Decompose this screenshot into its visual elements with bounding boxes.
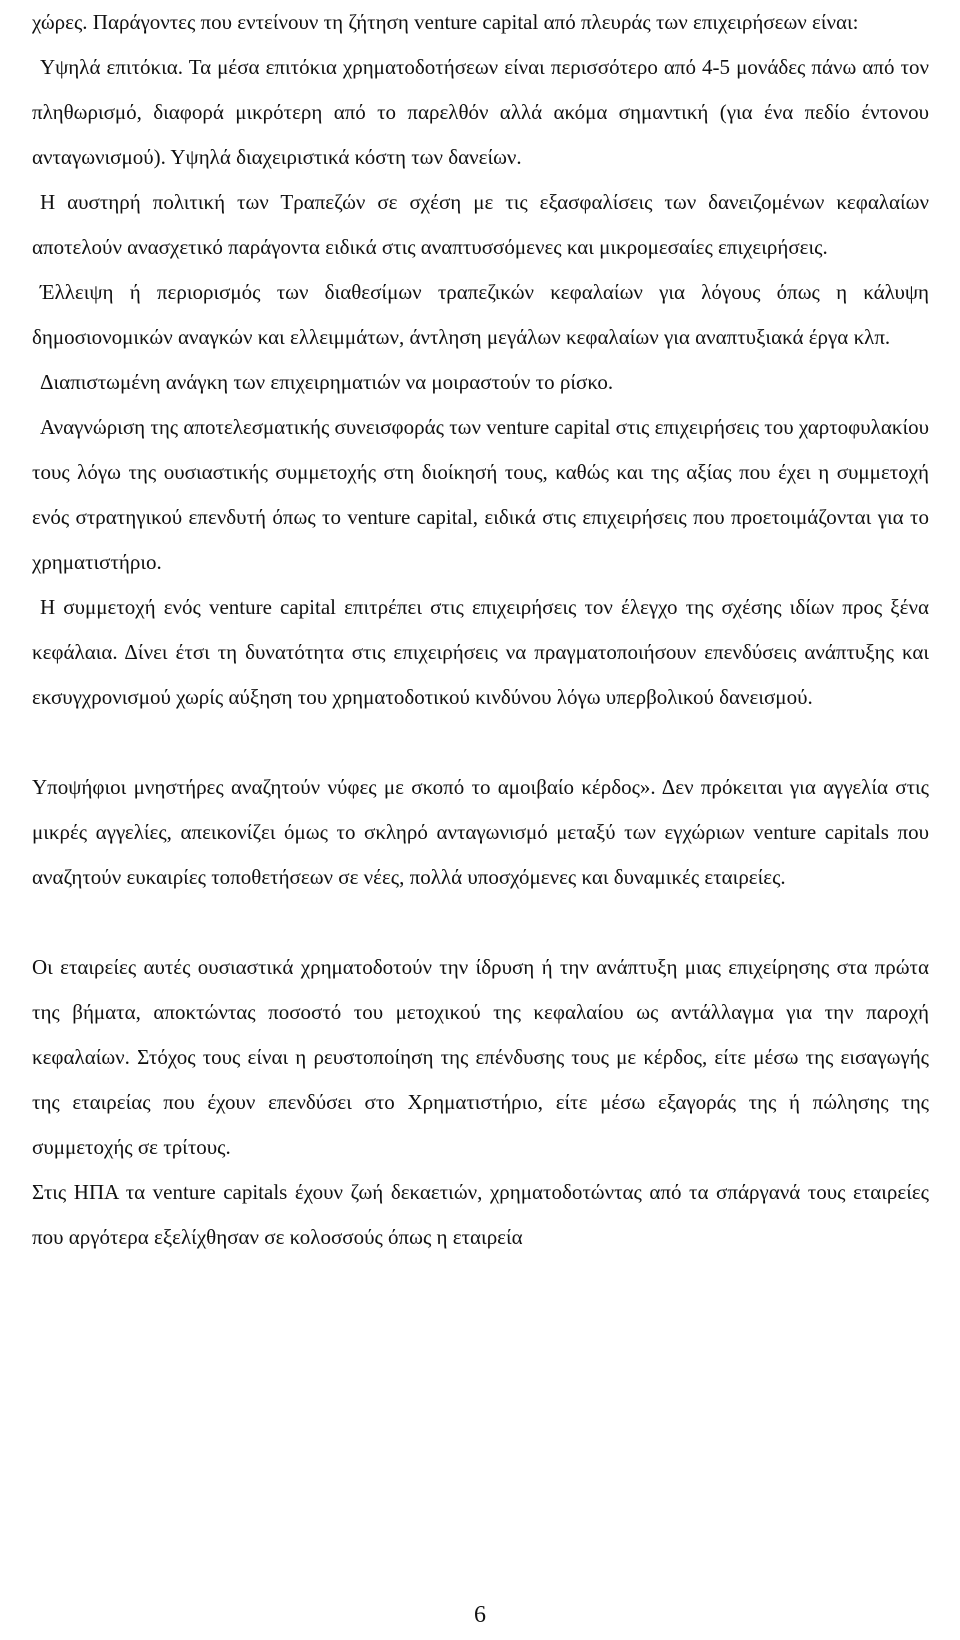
text-column [32,0,929,1260]
paragraph-companies-finance: Οι εταιρείες αυτές ουσιαστικά χρηματοδοτούν την ίδρυση ή την ανάπτυξη μιας επιχείρησης στα πρώτα της βήματα, αποκτώντας ποσοστό του μετοχικού της κεφαλαίου ως αντάλλαγμα για την παροχή κεφαλαίων. Στόχος τους είναι η ρευστοποίηση της επένδυσης τους με κέρδος, είτε μέσω της εισαγωγής της εταιρείας που έχουν επενδύσει στο Χρηματιστήριο, είτε μέσω εξαγοράς της ή πώλησης της συμμετοχής σε τρίτους. [32,955,929,1159]
paragraph-usa: Στις ΗΠΑ τα venture capitals έχουν ζωή δεκαετιών, χρηματοδοτώντας από τα σπάργανά τους εταιρείες που αργότερα εξελίχθησαν σε κολοσσούς όπως η εταιρεία [32,1180,929,1249]
paragraph-gap [32,720,929,765]
paragraph-share-risk: Διαπιστωμένη ανάγκη των επιχειρηματιών να μοιραστούν το ρίσκο. [40,370,614,394]
paragraph-high-interest-rates: Υψηλά επιτόκια. Τα μέσα επιτόκια χρηματοδοτήσεων είναι περισσότερο από 4-5 μονάδες πάνω από τον πληθωρισμό, διαφορά μικρότερη από το παρελθόν αλλά ακόμα σημαντική (για ένα πεδίο έντονου ανταγωνισμού). Υψηλά διαχειριστικά κόστη των δανείων. [32,55,929,169]
paragraph-recognition: Αναγνώριση της αποτελεσματικής συνεισφοράς των venture capital στις επιχειρήσεις του χαρτοφυλακίου τους λόγω της ουσιαστικής συμμετοχής στη διοίκησή τους, καθώς και της αξίας που έχει η συμμετοχή ενός στρατηγικού επενδυτή όπως το venture capital, ειδικά στις επιχειρήσεις που προετοιμάζονται για το χρηματιστήριο. [32,415,929,574]
paragraph-lack-of-bank-capital: Έλλειψη ή περιορισμός των διαθεσίμων τραπεζικών κεφαλαίων για λόγους όπως η κάλυψη δημοσιονομικών αναγκών και ελλειμμάτων, άντληση μεγάλων κεφαλαίων για αναπτυξιακά έργα κλπ. [32,280,929,349]
paragraph-intro: χώρες. Παράγοντες που εντείνουν τη ζήτηση venture capital από πλευράς των επιχειρήσεων είναι: [32,10,859,34]
paragraph-gap [32,900,929,945]
paragraph-participation: Η συμμετοχή ενός venture capital επιτρέπει στις επιχειρήσεις τον έλεγχο της σχέσης ιδίων προς ξένα κεφάλαια. Δίνει έτσι τη δυνατότητα στις επιχειρήσεις να πραγματοποιήσουν επενδύσεις ανάπτυξης και εκσυγχρονισμού χωρίς αύξηση του χρηματοδοτικού κινδύνου λόγω υπερβολικού δανεισμού. [32,595,929,709]
page-number: 6 [474,1602,486,1628]
paragraph-strict-bank-policy: Η αυστηρή πολιτική των Τραπεζών σε σχέση με τις εξασφαλίσεις των δανειζομένων κεφαλαίων αποτελούν ανασχετικό παράγοντα ειδικά στις αναπτυσσόμενες και μικρομεσαίες επιχειρήσεις. [32,190,929,259]
paragraph-suitors: Υποψήφιοι μνηστήρες αναζητούν νύφες με σκοπό το αμοιβαίο κέρδος». Δεν πρόκειται για αγγελία στις μικρές αγγελίες, απεικονίζει όμως το σκληρό ανταγωνισμό μεταξύ των εγχώριων venture capitals που αναζητούν ευκαιρίες τοποθετήσεων σε νέες, πολλά υποσχόμενες και δυναμικές εταιρείες. [32,775,929,889]
